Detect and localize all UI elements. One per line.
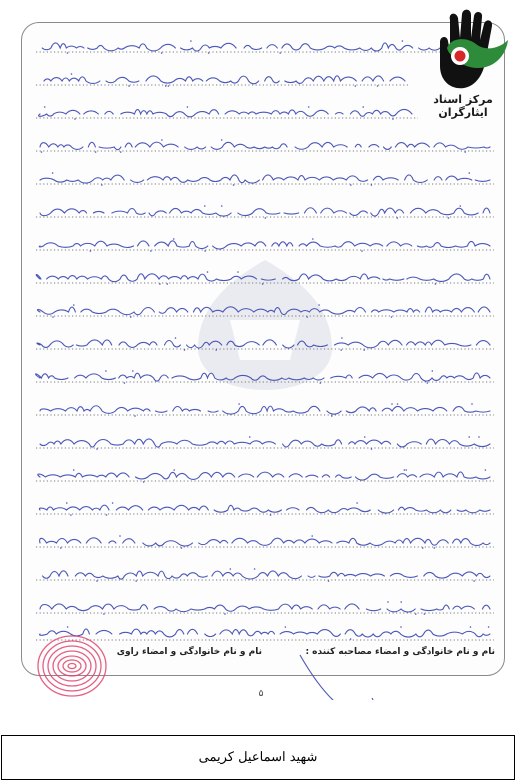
page-number: ۵: [258, 689, 264, 699]
interviewer-signature-label: نام و نام خانوادگی و امضاء مصاحبه کننده :: [305, 647, 495, 657]
narrator-signature-label: نام و نام خانوادگی و امضاء راوی: [116, 647, 262, 657]
logo-text: مرکز اسناد ایثارگران: [433, 93, 493, 119]
handwriting-strokes: [34, 40, 490, 640]
fingerprint-mark: [32, 630, 112, 702]
caption-box: [1, 735, 515, 780]
signature-stroke: [300, 655, 374, 700]
caption-text: شهید اسماعیل کریمی: [198, 750, 318, 765]
ruled-dotted-lines: [36, 52, 494, 640]
hand-dove-logo-icon: [420, 8, 516, 100]
